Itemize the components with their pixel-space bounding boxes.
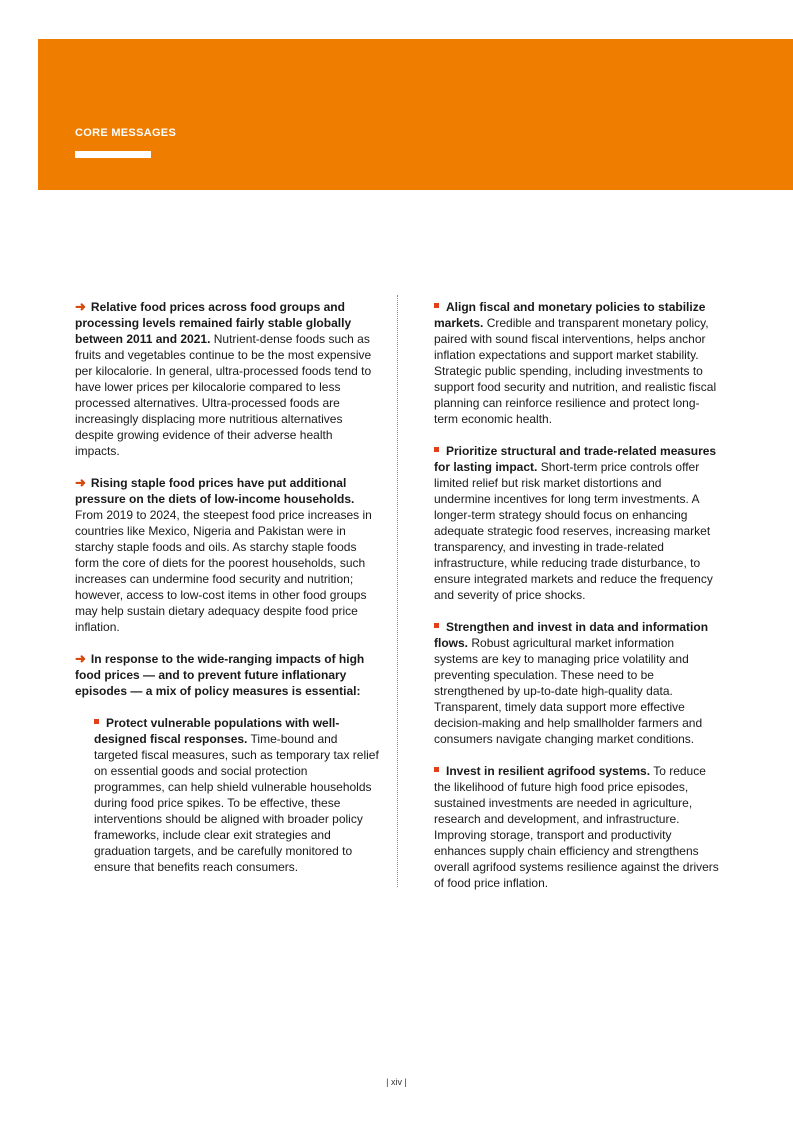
square-bullet-icon — [434, 767, 439, 772]
message-body: From 2019 to 2024, the steepest food price increases in countries like Mexico, Nigeria and Pakistan were in starchy staple foods and oils. As starchy staple foods form the core of diets for the poorest households, such increases can undermine food security and nutrition; however, access to low-cost items in other food groups may help sustain dietary adequacy despite food price inflation. — [75, 508, 372, 634]
title-underline — [75, 151, 151, 158]
measure-lead: Strengthen and invest in data and information flows. — [434, 620, 709, 650]
measure-body: Short-term price controls offer limited relief but risk market distortions and undermine incentives for long term investments. A longer-term strategy should focus on enhancing adequate strategic food reserves, increasing market transparency, and investing in trade-related infrastructure, while reducing trade disturbance, to ensure integrated markets and reduce the frequency and severity of price shocks. — [434, 460, 713, 602]
core-message-3 — [75, 651, 380, 699]
policy-measure-structural — [434, 443, 719, 603]
column-divider — [397, 295, 398, 887]
right-column — [434, 299, 719, 907]
core-message-1 — [75, 299, 380, 459]
page-number: | xiv | — [386, 1077, 407, 1087]
policy-measure-fiscal — [75, 715, 380, 875]
arrow-right-icon: ➜ — [75, 475, 86, 490]
core-message-2 — [75, 475, 380, 635]
measure-body: Credible and transparent monetary policy, paired with sound fiscal interventions, helps anchor inflation expectations and support market stability. Strategic public spending, including investments to support food security and nutrition, and realistic fiscal planning can reinforce resilience and protect long-term economic health. — [434, 316, 717, 426]
square-bullet-icon — [94, 719, 99, 724]
arrow-right-icon: ➜ — [75, 299, 86, 314]
measure-lead: Prioritize structural and trade-related measures for lasting impact. — [434, 444, 717, 474]
section-title: CORE MESSAGES — [75, 127, 177, 139]
measure-lead: Protect vulnerable populations with well-designed fiscal responses. — [94, 716, 340, 746]
policy-measure-data — [434, 619, 719, 747]
policy-measure-align — [434, 299, 719, 427]
measure-body: Time-bound and targeted fiscal measures, such as temporary tax relief on essential goods and social protection programmes, can help shield vulnerable households during food price spikes. To be effective, these interventions should be aligned with broader policy frameworks, include clear exit strategies and graduation targets, and be carefully monitored to ensure that benefits reach consumers. — [94, 732, 379, 874]
measure-body: To reduce the likelihood of future high food price episodes, sustained investments are needed in agriculture, research and development, and infrastructure. Improving storage, transport and productivity enhances supply chain efficiency and strengthens overall agrifood systems resilience against the drivers of food price inflation. — [434, 764, 719, 890]
arrow-right-icon: ➜ — [75, 651, 86, 666]
square-bullet-icon — [434, 447, 439, 452]
measure-lead: Align fiscal and monetary policies to stabilize markets. — [434, 300, 706, 330]
policy-measure-agrifood — [434, 763, 719, 891]
message-lead: Rising staple food prices have put additional pressure on the diets of low-income households. — [75, 476, 355, 506]
message-body: Nutrient-dense foods such as fruits and vegetables continue to be the most expensive per kilocalorie. In general, ultra-processed foods tend to have lower prices per kilocalorie compared to less processed alternatives. Ultra-processed foods are increasingly displacing more nutritious alternatives despite growing evidence of their adverse health impacts. — [75, 332, 372, 458]
square-bullet-icon — [434, 303, 439, 308]
left-column — [75, 299, 380, 891]
square-bullet-icon — [434, 623, 439, 628]
header-banner — [38, 39, 793, 190]
measure-lead: Invest in resilient agrifood systems. — [446, 764, 651, 778]
message-lead: Relative food prices across food groups and processing levels remained fairly stable globally between 2011 and 2021. — [75, 300, 352, 346]
message-lead: In response to the wide-ranging impacts of high food prices — and to prevent future inflationary episodes — a mix of policy measures is essential: — [75, 652, 365, 698]
measure-body: Robust agricultural market information systems are key to managing price volatility and preventing speculation. These need to be strengthened by up-to-date high-quality data. Transparent, timely data support more effective decision-making and help smallholder farmers and consumers navigate changing market conditions. — [434, 636, 703, 746]
